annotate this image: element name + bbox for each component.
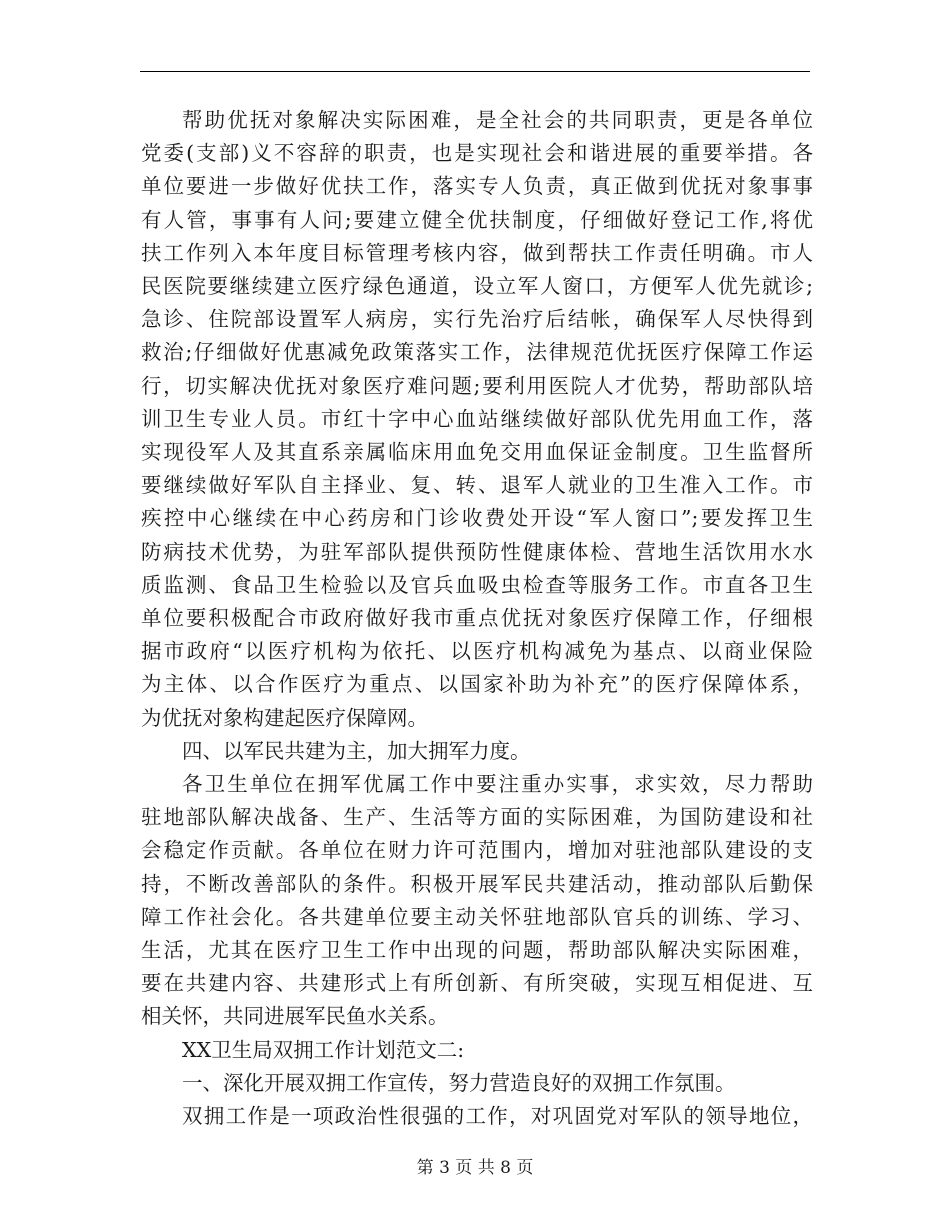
text-line: 党委(支部)义不容辞的职责，也是实现社会和谐进展的重要举措。各 <box>141 141 813 166</box>
text-line: 救治;仔细做好优惠减免政策落实工作，法律规范优抚医疗保障工作运 <box>141 340 813 365</box>
text-line: 生活，尤其在医疗卫生工作中出现的问题，帮助部队解决实际困难， <box>141 938 813 963</box>
text-line: 会稳定作贡献。各单位在财力许可范围内，增加对驻池部队建设的支 <box>141 838 813 863</box>
text-line: 为优抚对象构建起医疗保障网。 <box>141 705 428 730</box>
text-line: 行，切实解决优抚对象医疗难问题;要利用医院人才优势，帮助部队培 <box>141 373 813 398</box>
page-footer <box>0 1153 950 1178</box>
text-line: 要继续做好军队自主择业、复、转、退军人就业的卫生准入工作。市 <box>141 473 813 498</box>
text-line: 双拥工作是一项政治性很强的工作，对巩固党对军队的领导地位， <box>182 1104 813 1129</box>
text-line: 疾控中心继续在中心药房和门诊收费处开设“军人窗口”;要发挥卫生 <box>141 506 813 531</box>
text-line: 有人管，事事有人问;要建立健全优扶制度，仔细做好登记工作,将优 <box>141 207 813 232</box>
text-line: 为主体、以合作医疗为重点、以国家补助为补充”的医疗保障体系， <box>141 672 813 697</box>
text-line: 单位要积极配合市政府做好我市重点优抚对象医疗保障工作，仔细根 <box>141 606 813 631</box>
text-line: 帮助优抚对象解决实际困难，是全社会的共同职责，更是各单位 <box>182 108 813 132</box>
text-line: 要在共建内容、共建形式上有所创新、有所突破，实现互相促进、互 <box>141 971 813 996</box>
text-line: 驻地部队解决战备、生产、生活等方面的实际困难，为国防建设和社 <box>141 805 813 830</box>
text-line: 各卫生单位在拥军优属工作中要注重办实事，求实效，尽力帮助 <box>182 772 813 797</box>
text-line: 四、以军民共建为主，加大拥军力度。 <box>182 738 531 763</box>
page-number-label: 第 3 页 共 8 页 <box>416 1158 534 1178</box>
text-line: 训卫生专业人员。市红十字中心血站继续做好部队优先用血工作，落 <box>141 406 813 431</box>
text-line: 持，不断改善部队的条件。积极开展军民共建活动，推动部队后勤保 <box>141 871 813 896</box>
text-line: 据市政府“以医疗机构为依托、以医疗机构减免为基点、以商业保险 <box>141 639 813 664</box>
text-line: 防病技术优势，为驻军部队提供预防性健康体检、营地生活饮用水水 <box>141 539 813 564</box>
text-line: 扶工作列入本年度目标管理考核内容，做到帮扶工作责任明确。市人 <box>141 240 813 265</box>
text-line: XX卫生局双拥工作计划范文二: <box>182 1037 465 1062</box>
text-line: 实现役军人及其直系亲属临床用血免交用血保证金制度。卫生监督所 <box>141 440 813 465</box>
text-line: 相关怀，共同进展军民鱼水关系。 <box>141 1004 449 1029</box>
text-line: 质监测、食品卫生检验以及官兵血吸虫检查等服务工作。市直各卫生 <box>141 572 813 597</box>
text-line: 单位要进一步做好优扶工作，落实专人负责，真正做到优抚对象事事 <box>141 174 813 199</box>
header-rule <box>140 71 810 72</box>
document-body <box>141 104 813 1133</box>
text-line: 民医院要继续建立医疗绿色通道，设立军人窗口，方便军人优先就诊; <box>141 274 813 299</box>
text-line: 急诊、住院部设置军人病房，实行先治疗后结帐，确保军人尽快得到 <box>141 307 813 332</box>
text-line: 障工作社会化。各共建单位要主动关怀驻地部队官兵的训练、学习、 <box>141 904 813 929</box>
text-line: 一、深化开展双拥工作宣传，努力营造良好的双拥工作氛围。 <box>182 1070 736 1095</box>
